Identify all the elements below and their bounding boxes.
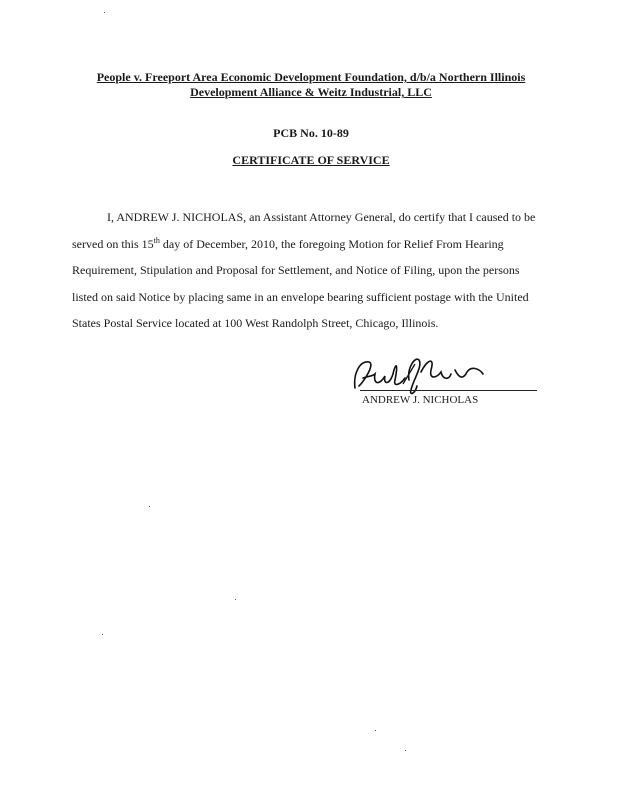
- case-number: PCB No. 10-89: [273, 126, 349, 140]
- signer-name: ANDREW J. NICHOLAS: [362, 394, 479, 406]
- body-line-2: [72, 231, 552, 258]
- signature-line: [360, 390, 537, 391]
- body-line-1: I, ANDREW J. NICHOLAS, an Assistant Attorney General, do certify that I caused to be: [107, 210, 536, 224]
- handwritten-signature: [343, 350, 493, 400]
- scan-speck: [235, 599, 236, 600]
- scan-speck: [104, 12, 105, 13]
- case-caption: [60, 70, 562, 100]
- certificate-body: [72, 204, 552, 337]
- body-line-2-start: served on this 15: [72, 236, 154, 251]
- scan-speck: [149, 506, 150, 507]
- body-line-3: Requirement, Stipulation and Proposal for Settlement, and Notice of Filing, upon the persons: [72, 263, 520, 277]
- body-line-2-end: day of December, 2010, the foregoing Motion for Relief From Hearing: [159, 236, 504, 251]
- caption-line-2: Development Alliance & Weitz Industrial, LLC: [190, 85, 432, 99]
- ordinal-suffix: th: [153, 235, 160, 245]
- body-line-4: listed on said Notice by placing same in an envelope bearing sufficient postage with the United: [72, 289, 529, 304]
- body-line-5: States Postal Service located at 100 West Randolph Street, Chicago, Illinois.: [72, 316, 439, 330]
- scan-speck: [405, 750, 406, 751]
- scan-speck: [102, 634, 103, 635]
- certificate-heading: CERTIFICATE OF SERVICE: [232, 153, 390, 167]
- scan-speck: [375, 730, 376, 731]
- caption-line-1: People v. Freeport Area Economic Development Foundation, d/b/a Northern Illinois: [96, 70, 526, 84]
